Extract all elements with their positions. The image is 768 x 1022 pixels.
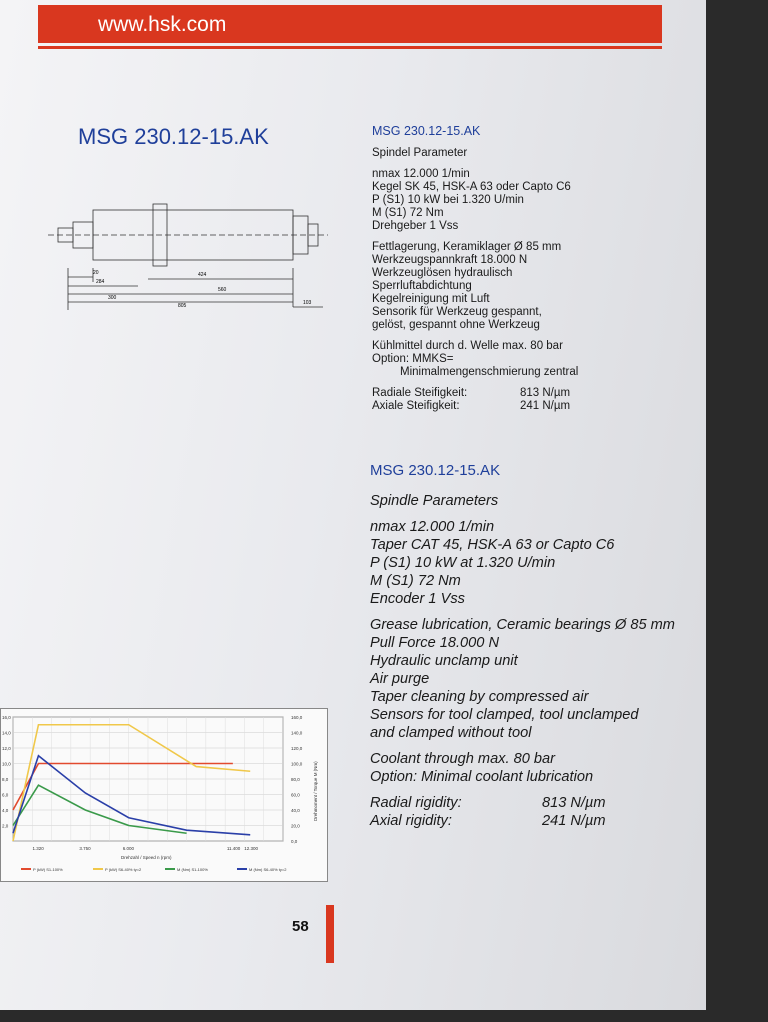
german-line: gelöst, gespannt ohne Werkzeug <box>372 319 540 331</box>
english-group-2 <box>370 616 700 742</box>
english-line: Hydraulic unclamp unit <box>370 653 518 669</box>
x-tick-label: 12.300 <box>244 846 258 851</box>
legend-label: P (kW) S1-100% <box>33 867 63 872</box>
y-right-tick-label: 160,0 <box>291 715 303 720</box>
english-group-3 <box>370 750 700 786</box>
page-number: 58 <box>292 918 309 935</box>
legend-label: M (Nm) S6-40% ty=2 <box>249 867 287 872</box>
german-line: Minimalmengenschmierung zentral <box>400 366 579 378</box>
dim-label: 424 <box>198 272 207 278</box>
y-left-tick-label: 4,0 <box>2 808 9 813</box>
y-right-tick-label: 0,0 <box>291 839 298 844</box>
performance-chart-svg <box>1 709 327 881</box>
english-line: Air purge <box>370 671 430 687</box>
english-line: Encoder 1 Vss <box>370 591 465 607</box>
x-tick-label: 6.000 <box>122 846 134 851</box>
y-right-tick-label: 20,0 <box>291 823 300 829</box>
y-left-tick-label: 6,0 <box>2 792 9 798</box>
stiffness-row: Radial rigidity: 813 N/µm <box>370 795 606 811</box>
series-line <box>13 725 250 841</box>
german-line: Werkzeugspannkraft 18.000 N <box>372 254 528 266</box>
y-axis-label: Drehmoment / Torque M (Nm) <box>313 761 318 821</box>
series-line <box>13 785 187 833</box>
german-group-3 <box>372 340 662 379</box>
german-line: Fettlagerung, Keramiklager Ø 85 mm <box>372 241 562 253</box>
english-line: Grease lubrication, Ceramic bearings Ø 85 mm <box>370 617 675 633</box>
legend-label: P (kW) S6-40% ty=2 <box>105 867 142 872</box>
dim-label: 805 <box>178 303 187 309</box>
german-specs <box>372 125 662 413</box>
english-line: Pull Force 18.000 N <box>370 635 499 651</box>
stiffness-row: Axiale Steifigkeit: 241 N/µm <box>372 400 571 412</box>
x-tick-label: 1.320 <box>32 846 44 851</box>
english-line: M (S1) 72 Nm <box>370 573 461 589</box>
german-line: nmax 12.000 1/min <box>372 168 470 180</box>
english-line: and clamped without tool <box>370 725 532 741</box>
english-line: Option: Minimal coolant lubrication <box>370 769 594 785</box>
y-left-tick-label: 16,0 <box>2 715 11 720</box>
stiffness-row: Axial rigidity: 241 N/µm <box>370 813 606 829</box>
y-left-tick-label: 8,0 <box>2 777 9 782</box>
german-line: Kegel SK 45, HSK-A 63 oder Capto C6 <box>372 181 571 193</box>
german-stiffness <box>372 387 662 413</box>
german-line: Kühlmittel durch d. Welle max. 80 bar <box>372 340 563 352</box>
y-right-tick-label: 40,0 <box>291 808 300 813</box>
german-line: Sperrluftabdichtung <box>372 280 472 292</box>
y-left-tick-label: 10,0 <box>2 761 11 767</box>
y-right-tick-label: 120,0 <box>291 746 303 751</box>
y-left-tick-label: 12,0 <box>2 746 11 751</box>
english-specs <box>370 462 700 830</box>
dim-label: 20 <box>93 270 99 276</box>
german-section: Spindel Parameter <box>372 147 468 159</box>
y-right-tick-label: 80,0 <box>291 777 300 782</box>
german-group-1 <box>372 168 662 233</box>
legend-label: M (Nm) S1-100% <box>177 867 208 872</box>
y-right-tick-label: 140,0 <box>291 730 303 736</box>
german-line: Drehgeber 1 Vss <box>372 220 459 232</box>
german-line: Kegelreinigung mit Luft <box>372 293 490 305</box>
german-line: Werkzeuglösen hydraulisch <box>372 267 513 279</box>
header-url: www.hsk.com <box>98 13 227 36</box>
stiffness-row: Radiale Steifigkeit: 813 N/µm <box>372 387 571 399</box>
english-group-1 <box>370 518 700 608</box>
german-line: M (S1) 72 Nm <box>372 207 444 219</box>
german-line: Sensorik für Werkzeug gespannt, <box>372 306 542 318</box>
dim-label: 300 <box>108 295 117 301</box>
dim-label: 103 <box>303 300 312 306</box>
y-right-tick-label: 100,0 <box>291 761 303 767</box>
performance-chart <box>0 708 328 882</box>
english-line: nmax 12.000 1/min <box>370 519 495 535</box>
series-line <box>13 764 233 811</box>
x-axis-label: Drehzahl / Speed n (rpm) <box>121 855 172 860</box>
english-line: Coolant through max. 80 bar <box>370 751 555 767</box>
english-line: Taper CAT 45, HSK-A 63 or Capto C6 <box>370 537 615 553</box>
english-line: P (S1) 10 kW at 1.320 U/min <box>370 555 556 571</box>
x-tick-label: 3.750 <box>79 846 91 851</box>
x-tick-label: 11.400 <box>226 846 241 851</box>
english-stiffness <box>370 794 700 830</box>
header-rule <box>38 46 662 49</box>
english-title: MSG 230.12-15.AK <box>370 462 501 479</box>
english-line: Taper cleaning by compressed air <box>370 689 589 705</box>
english-line: Sensors for tool clamped, tool unclamped <box>370 707 639 723</box>
product-title: MSG 230.12-15.AK <box>78 124 269 149</box>
german-group-2 <box>372 241 662 332</box>
y-left-tick-label: 2,0 <box>2 823 9 829</box>
german-line: Option: MMKS= <box>372 353 454 365</box>
dim-label: 284 <box>96 279 105 285</box>
german-line: P (S1) 10 kW bei 1.320 U/min <box>372 194 524 206</box>
german-title: MSG 230.12-15.AK <box>372 124 481 138</box>
page-marker <box>326 905 334 963</box>
english-section: Spindle Parameters <box>370 493 499 509</box>
y-left-tick-label: 14,0 <box>2 730 11 736</box>
y-right-tick-label: 60,0 <box>291 792 300 798</box>
dim-label: 560 <box>218 287 227 293</box>
spindle-drawing <box>38 182 338 322</box>
